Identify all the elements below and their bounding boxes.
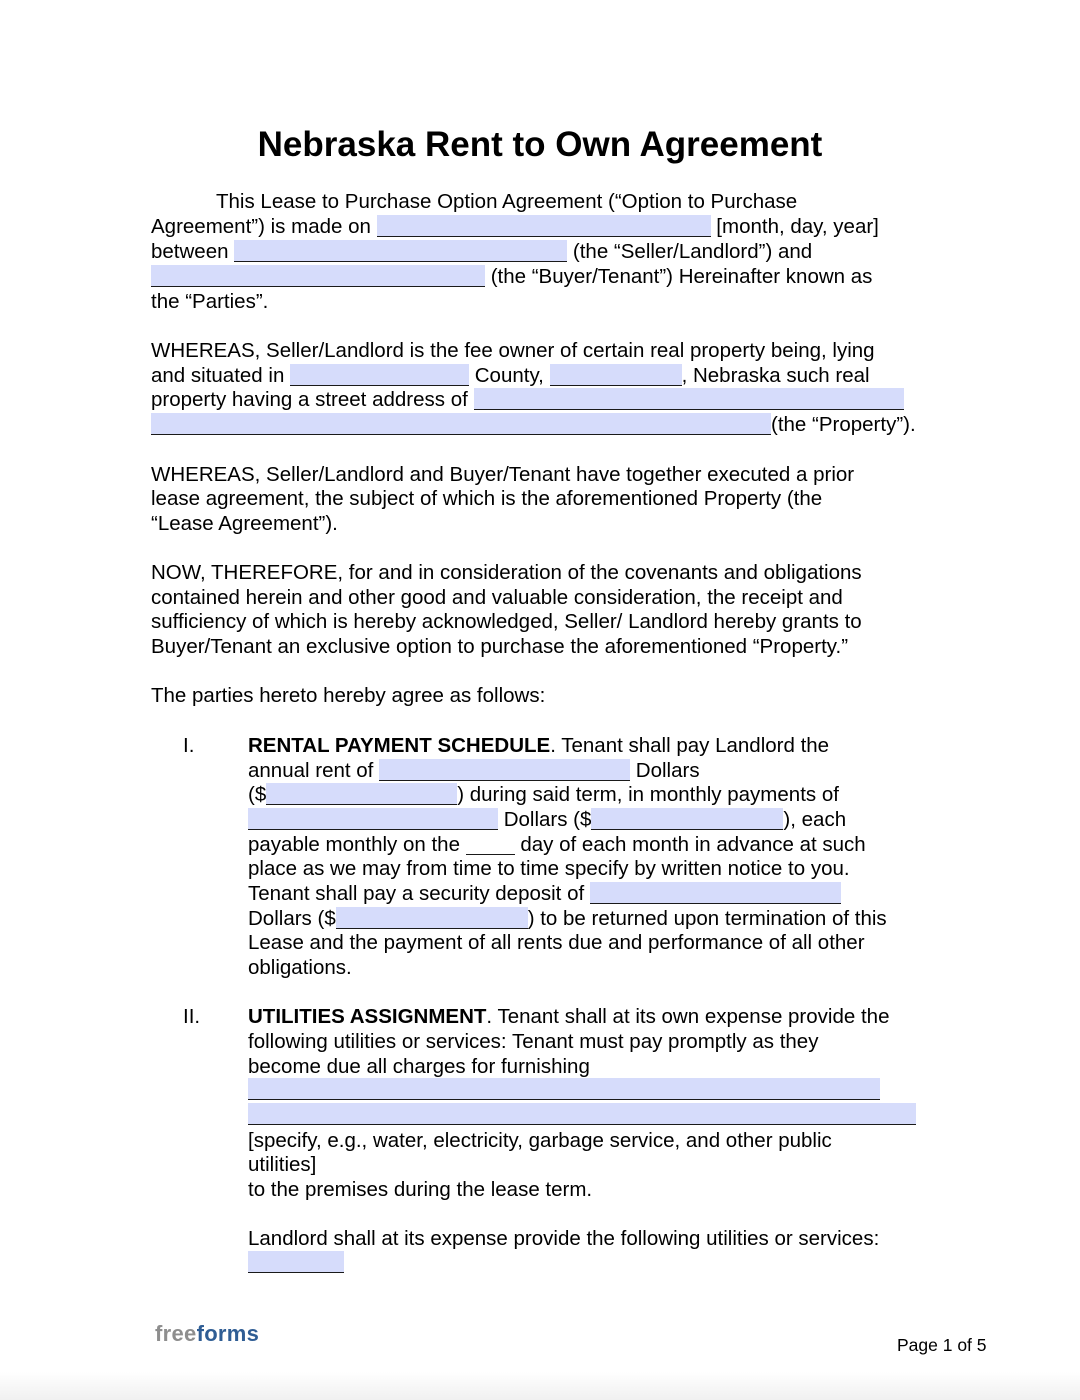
annual-rent-words-field[interactable] (379, 759, 630, 781)
tenant-utilities-field[interactable] (248, 1078, 880, 1100)
section2-line (248, 1077, 880, 1102)
tenant-utilities-field[interactable] (248, 1103, 916, 1125)
section2-line: following utilities or services: Tenant must pay promptly as they (248, 1030, 819, 1053)
section1-line: payable monthly on the day of each month in advance at such (248, 833, 866, 856)
section1-line: obligations. (248, 956, 352, 979)
whereas-line: WHEREAS, Seller/Landlord and Buyer/Tenant have together executed a prior (151, 463, 855, 486)
section1-line: ($ ) during said term, in monthly payments of (248, 783, 839, 806)
section1-line: Tenant shall pay a security deposit of (248, 881, 841, 906)
section1-line: Dollars ($ ), each (248, 807, 846, 832)
now-therefore-line: NOW, THEREFORE, for and in consideration of the covenants and obligations (151, 561, 862, 584)
intro-line: the “Parties”. (151, 290, 269, 313)
deposit-words-field[interactable] (590, 882, 841, 904)
city-field[interactable] (550, 364, 682, 386)
section2-line: utilities] (248, 1153, 317, 1176)
whereas-line: WHEREAS, Seller/Landlord is the fee owner of certain real property being, lying (151, 339, 875, 362)
section1-line: place as we may from time to time specify by written notice to you. (248, 857, 850, 880)
deposit-amount-field[interactable] (336, 907, 528, 929)
street-address-cont-field[interactable] (151, 413, 771, 435)
agree-intro: The parties hereto hereby agree as follows: (151, 684, 546, 707)
payment-day-field[interactable] (466, 833, 515, 855)
whereas-line: lease agreement, the subject of which is the aforementioned Property (the (151, 487, 823, 510)
section2-line: [specify, e.g., water, electricity, garbage service, and other public (248, 1129, 832, 1152)
intro-line: between (the “Seller/Landlord”) and (151, 240, 813, 263)
section2-line: become due all charges for furnishing (248, 1055, 590, 1078)
section2-line: to the premises during the lease term. (248, 1178, 593, 1201)
intro-line: This Lease to Purchase Option Agreement (“Option to Purchase (216, 190, 798, 213)
now-therefore-line: contained herein and other good and valuable consideration, the receipt and (151, 586, 843, 609)
section-numeral: II. (183, 1005, 201, 1028)
whereas-line: “Lease Agreement”). (151, 512, 338, 535)
section1-line: RENTAL PAYMENT SCHEDULE. Tenant shall pay Landlord the (248, 734, 830, 757)
intro-line: (the “Buyer/Tenant”) Hereinafter known as (151, 264, 872, 289)
intro-line: Agreement”) is made on [month, day, year] (151, 215, 879, 238)
section-numeral: I. (183, 734, 195, 757)
whereas-line: and situated in County, , Nebraska such real (151, 364, 870, 387)
agreement-date-field[interactable] (377, 215, 711, 237)
county-field[interactable] (290, 364, 469, 386)
monthly-payment-words-field[interactable] (248, 808, 498, 830)
freeforms-logo: freeforms (155, 1321, 260, 1346)
whereas-line: property having a street address of (151, 387, 904, 412)
annual-rent-amount-field[interactable] (266, 783, 457, 805)
whereas-line: (the “Property”). (151, 412, 916, 437)
section1-line: Dollars ($ ) to be returned upon termination of this (248, 907, 887, 930)
section1-line: Lease and the payment of all rents due and performance of all other (248, 931, 865, 954)
section2-line (248, 1102, 916, 1127)
document-title: Nebraska Rent to Own Agreement (257, 125, 823, 164)
buyer-name-field[interactable] (151, 265, 485, 287)
page-bottom-shadow (0, 1372, 1080, 1400)
now-therefore-line: sufficiency of which is hereby acknowledged, Seller/ Landlord hereby grants to (151, 610, 862, 633)
street-address-field[interactable] (474, 388, 904, 410)
seller-name-field[interactable] (234, 240, 567, 262)
section2-line: UTILITIES ASSIGNMENT. Tenant shall at its own expense provide the (248, 1005, 890, 1028)
section2-heading: UTILITIES ASSIGNMENT (248, 1005, 487, 1028)
section1-line: annual rent of Dollars (248, 759, 700, 782)
section2-line: Landlord shall at its expense provide the following utilities or services: (248, 1227, 880, 1250)
section1-heading: RENTAL PAYMENT SCHEDULE (248, 734, 551, 757)
now-therefore-line: Buyer/Tenant an exclusive option to purchase the aforementioned “Property.” (151, 635, 849, 658)
landlord-utilities-field[interactable] (248, 1251, 344, 1273)
monthly-payment-amount-field[interactable] (591, 808, 783, 830)
page-number: Page 1 of 5 (897, 1335, 987, 1355)
section2-line (248, 1250, 344, 1275)
